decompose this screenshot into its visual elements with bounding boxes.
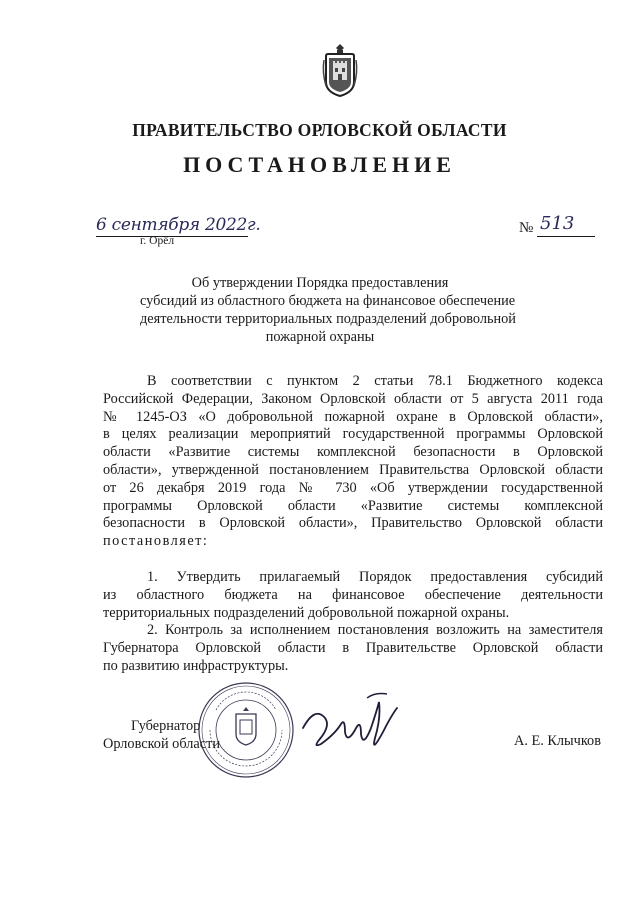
title-line: субсидий из областного бюджета на финансовое обеспечение	[140, 293, 516, 309]
body-line: области», утвержденной постановлением Правительства Орловской области	[103, 461, 603, 478]
number-label: №	[519, 220, 534, 236]
item-2-paragraph	[103, 622, 603, 675]
body-line: Российской Федерации, Законом Орловской области от 5 августа 2011 года	[103, 390, 603, 407]
resolves-word: постановляет:	[103, 533, 209, 550]
body-line: по развитию инфраструктуры.	[103, 657, 289, 674]
position-line-2: Орловской области	[103, 736, 220, 752]
preamble-paragraph	[103, 373, 603, 551]
handwritten-signature	[295, 688, 405, 768]
position-line-1: Губернатор	[131, 718, 201, 734]
document-body	[103, 373, 603, 676]
organization-name: ПРАВИТЕЛЬСТВО ОРЛОВСКОЙ ОБЛАСТИ	[132, 120, 507, 140]
body-line: № 1245-ОЗ «О добровольной пожарной охране в Орловской области»,	[103, 408, 603, 425]
body-line: территориальных подразделений добровольной пожарной охраны.	[103, 604, 510, 621]
body-line: безопасности в Орловской области», Правительство Орловской области	[103, 515, 603, 532]
coat-of-arms-emblem	[320, 42, 360, 98]
document-date: 6 сентября 2022г.	[96, 215, 261, 235]
title-line: пожарной охраны	[265, 329, 375, 345]
body-line: из областного бюджета на финансовое обеспечение деятельности	[103, 586, 603, 603]
signatory-name: А. Е. Клычков	[514, 733, 601, 749]
document-type: ПОСТАНОВЛЕНИЕ	[183, 152, 456, 177]
body-line: 1. Утвердить прилагаемый Порядок предоставления субсидий	[147, 568, 603, 585]
signatory-position	[103, 717, 220, 753]
title-line: деятельности территориальных подразделений добровольной	[140, 311, 516, 327]
item-1-paragraph	[103, 569, 603, 622]
body-line: Губернатора Орловской области в Правительстве Орловской области	[103, 640, 603, 657]
body-line: области «Развитие системы комплексной безопасности в Орловской	[103, 444, 603, 461]
title-line: Об утверждении Порядка предоставления	[191, 275, 449, 291]
body-line: В соответствии с пунктом 2 статьи 78.1 Бюджетного кодекса	[147, 373, 603, 389]
document-number: 513	[540, 213, 575, 234]
document-title	[140, 274, 516, 346]
body-line: 2. Контроль за исполнением постановления возложить на заместителя	[147, 622, 603, 639]
number-underline	[537, 236, 595, 237]
body-line: от 26 декабря 2019 года № 730 «Об утверждении государственной	[103, 479, 603, 496]
body-line: в целях реализации мероприятий государственной программы Орловской	[103, 426, 603, 443]
body-line: программы Орловской области «Развитие системы комплексной	[103, 497, 603, 514]
document-city: г. Орёл	[140, 235, 175, 247]
